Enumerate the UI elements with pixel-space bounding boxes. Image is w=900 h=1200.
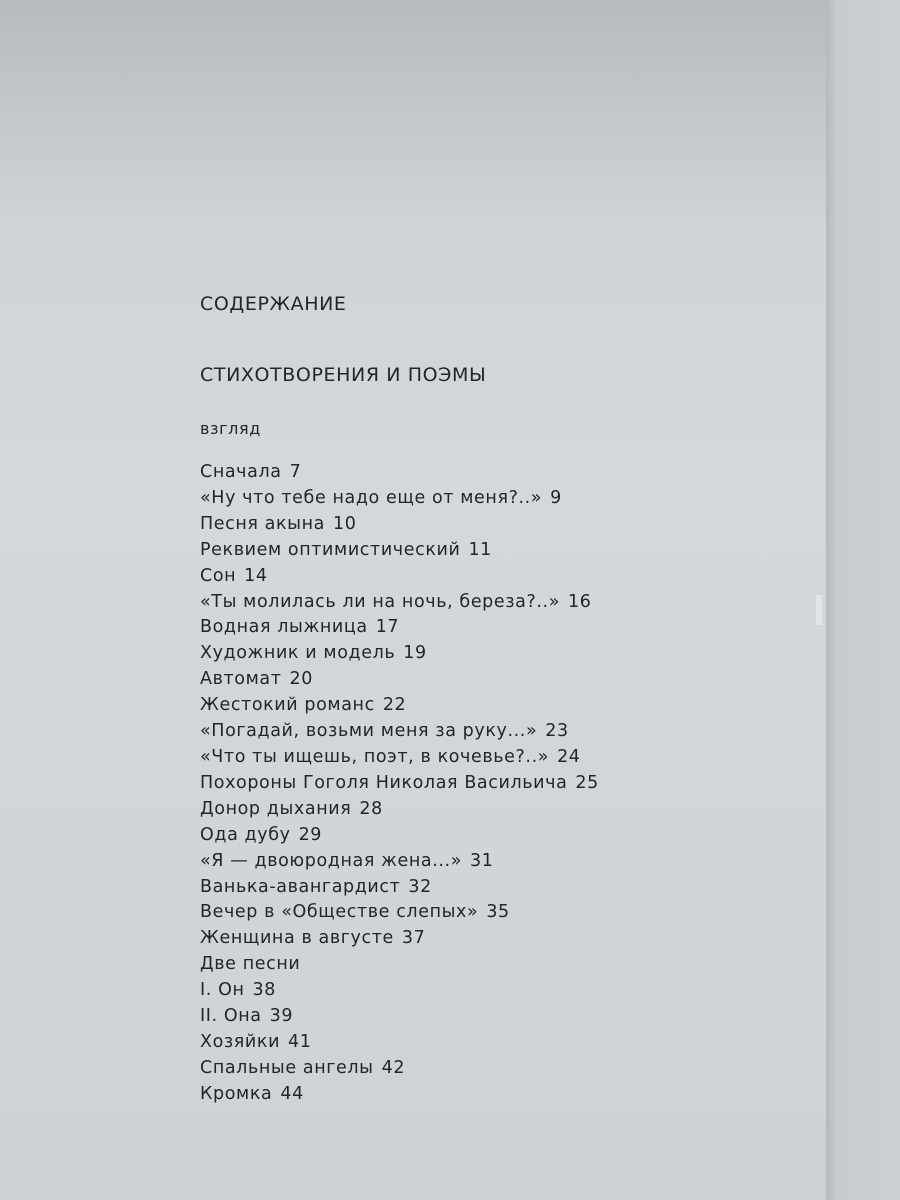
toc-list [200,460,599,1108]
toc-entry-page-number: 19 [403,643,427,664]
toc-entry-title: Вечер в «Обществе слепых» [200,902,479,923]
toc-entry [200,1082,599,1108]
toc-entry-title: Кромка [200,1083,273,1104]
toc-entry-page-number: 16 [568,591,592,612]
toc-entry [200,823,599,849]
toc-entry-title: Хозяйки [200,1031,281,1052]
subsection-title: взгляд [200,419,261,438]
toc-entry-page-number: 44 [280,1083,304,1104]
table-of-contents [200,290,599,1108]
toc-entry-title: «Ну что тебе надо еще от меня?..» [200,487,543,508]
toc-entry [200,952,599,978]
toc-entry-title: Реквием оптимистический [200,539,461,560]
toc-entry-title: Сон [200,565,237,586]
toc-entry-page-number: 7 [289,462,302,482]
toc-entry-title: Автомат [200,669,282,690]
toc-entry-title: Две песни [200,954,301,975]
toc-entry [200,615,599,641]
toc-entry-page-number: 37 [401,928,426,949]
toc-entry [200,460,599,486]
toc-entry-page-number: 11 [468,539,492,560]
toc-entry-title: Водная лыжница [200,617,368,638]
toc-entry-page-number: 42 [381,1057,406,1078]
toc-entry [200,641,599,667]
toc-entry [200,538,599,564]
adjacent-page-edge [826,0,900,1200]
toc-entry-page-number: 39 [269,1006,294,1027]
toc-entry-page-number: 32 [408,876,432,897]
toc-entry [200,486,599,512]
toc-entry-page-number: 22 [382,695,407,716]
toc-entry-page-number: 31 [470,850,494,871]
toc-entry-page-number: 9 [550,487,562,508]
toc-entry-title: «Я — двоюродная жена...» [200,850,463,871]
toc-entry-title: «Ты молилась ли на ночь, береза?..» [200,591,561,612]
contents-heading: СОДЕРЖАНИЕ [200,293,347,315]
toc-entry-title: Художник и модель [200,643,396,664]
toc-entry [200,1056,599,1082]
toc-entry-page-number: 17 [375,617,400,638]
toc-entry-title: Песня акына [200,513,325,534]
toc-entry-title: Ванька-авангардист [200,876,401,897]
toc-entry [200,1030,599,1056]
toc-entry-title: Похороны Гоголя Николая Васильича [200,772,568,793]
toc-entry [200,978,599,1004]
toc-entry [200,667,599,693]
toc-entry [200,512,599,538]
toc-entry [200,926,599,952]
toc-entry-page-number: 41 [288,1031,312,1052]
toc-entry [200,849,599,875]
toc-entry [200,900,599,926]
toc-entry-title: Женщина в августе [200,928,394,949]
toc-entry-title: II. Она [200,1006,262,1027]
toc-entry-page-number: 14 [244,565,268,586]
toc-entry-page-number: 23 [545,721,569,742]
toc-entry-page-number: 35 [486,902,510,923]
section-title: СТИХОТВОРЕНИЯ И ПОЭМЫ [200,364,487,386]
toc-entry-page-number: 29 [298,824,323,845]
toc-entry [200,875,599,901]
toc-entry [200,745,599,771]
toc-entry-page-number: 38 [252,980,276,1001]
toc-entry-title: Сначала [200,462,282,482]
toc-entry [200,693,599,719]
toc-entry-title: Донор дыхания [200,798,352,819]
toc-entry-title: Жестокий романс [200,695,375,716]
toc-entry [200,564,599,590]
toc-entry-title: «Погадай, возьми меня за руку...» [200,721,538,742]
toc-entry [200,797,599,823]
toc-entry-title: «Что ты ищешь, поэт, в кочевье?..» [200,746,550,767]
toc-entry [200,771,599,797]
toc-entry-page-number: 10 [332,513,357,534]
toc-entry-page-number: 28 [359,798,383,819]
toc-entry-page-number: 20 [289,669,313,690]
page-edge-highlight [816,595,822,625]
toc-entry [200,719,599,745]
toc-entry [200,590,599,616]
toc-entry [200,1004,599,1030]
toc-entry-title: Ода дубу [200,824,291,845]
toc-entry-title: I. Он [200,980,245,1001]
toc-entry-page-number: 25 [575,772,599,793]
toc-entry-title: Спальные ангелы [200,1057,374,1078]
toc-entry-page-number: 24 [557,746,581,767]
